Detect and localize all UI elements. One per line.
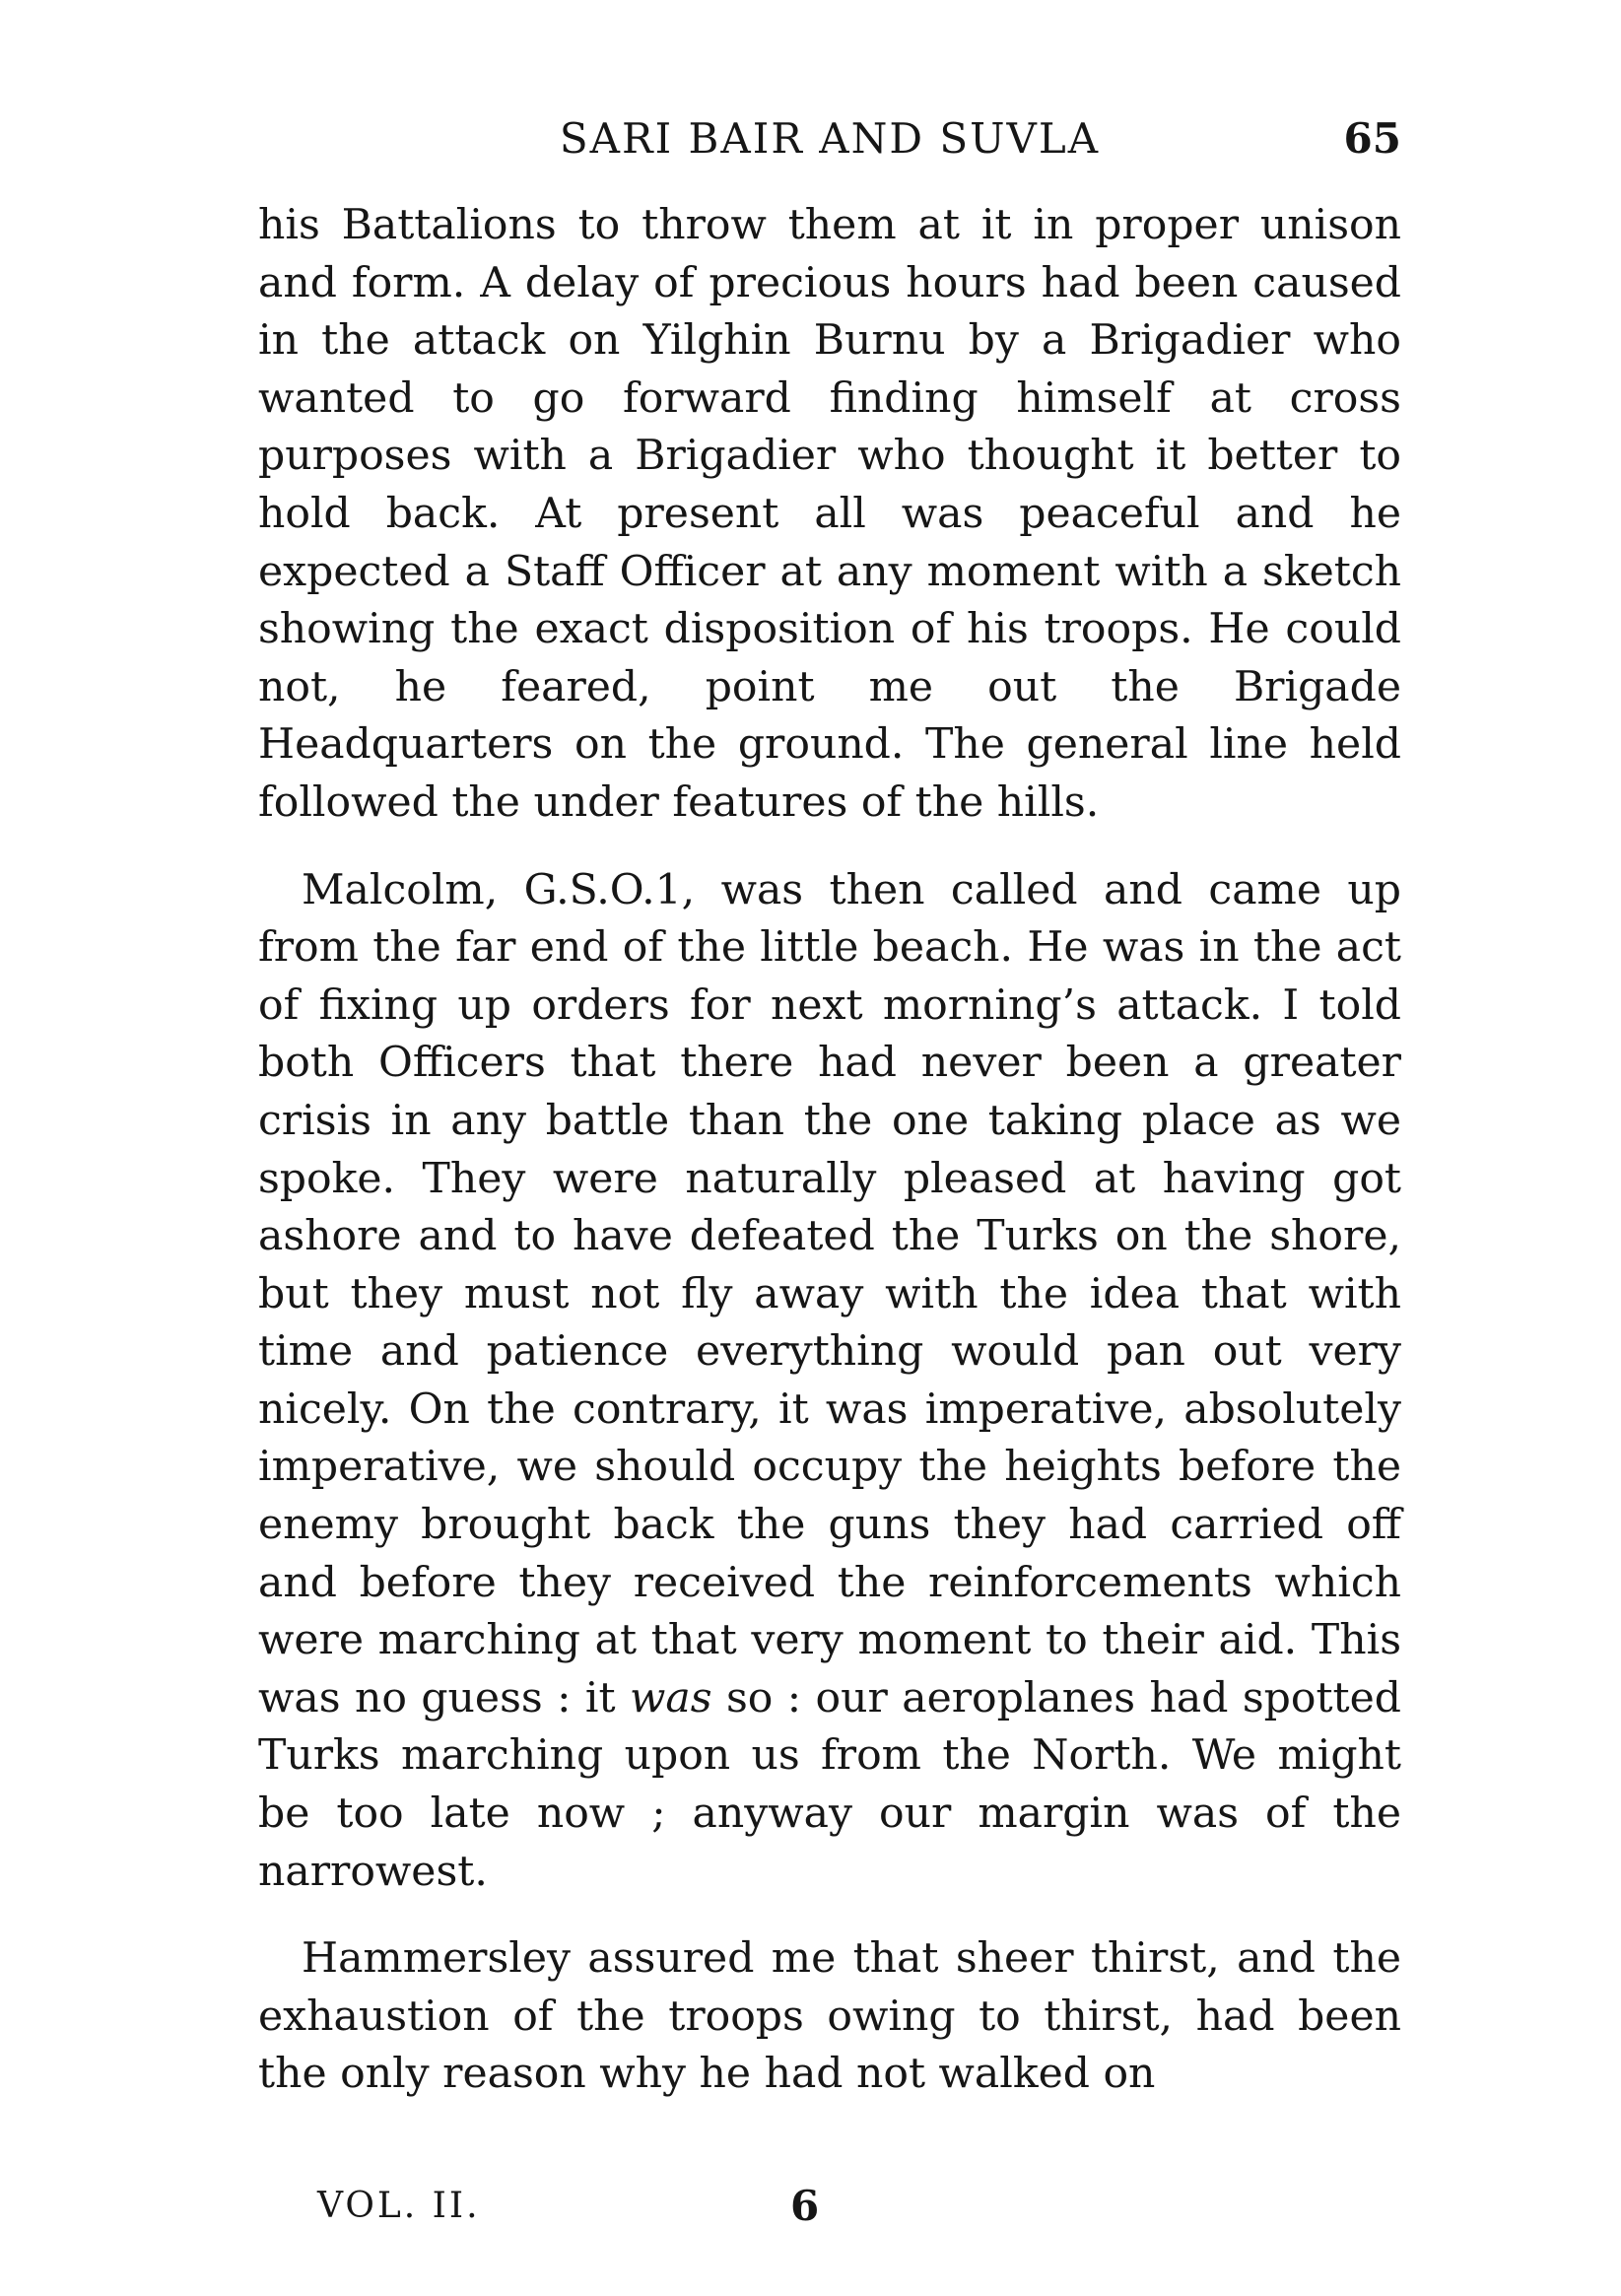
- paragraph-2-italic: was: [629, 1673, 712, 1722]
- signature-number: 6: [790, 2182, 820, 2230]
- paragraph-1-text: his Battalions to throw them at it in proper unison and form. A delay of precious hours had been caused in the attack on Yilghin Burnu by a Brigadier who wanted to go forward finding himself at cross purposes with a Brigadier who thought it better to hold back. At present all was peaceful and he expected a Staff Officer at any moment with a sketch showing the exact disposition of his troops. He could not, he feared, point me out the Brigade Headquarters on the ground. The general line held followed the under features of the hills.: [258, 201, 1401, 827]
- volume-signature: VOL. II.: [317, 2186, 481, 2226]
- page-header: [258, 108, 1401, 168]
- running-title: SARI BAIR AND SUVLA: [559, 114, 1101, 163]
- paragraph-3-text: Hammersley assured me that sheer thirst, and the exhaustion of the troops owing to thirst, had been the only reason why he had not walked on: [258, 1934, 1401, 2099]
- paragraph-3: [258, 1930, 1401, 2104]
- body-text: [258, 197, 1401, 2104]
- paragraph-2: [258, 862, 1401, 1902]
- page-number: 65: [1343, 114, 1401, 163]
- paragraph-2-text-end: so : our aeroplanes had spotted Turks marching upon us from the North. We might be too late now ; anyway our margin was of the narrowest.: [258, 1673, 1401, 1896]
- paragraph-2-text: Malcolm, G.S.O.1, was then called and came up from the far end of the little beach. He was in the act of fixing up orders for next morning’s attack. I told both Officers that there had never been a greater crisis in any battle than the one taking place as we spoke. They were naturally pleased at having got ashore and to have defeated the Turks on the shore, but they must not fly away with the idea that with time and patience everything would pan out very nicely. On the contrary, it was imperative, absolutely imperative, we should occupy the heights before the enemy brought back the guns they had carried off and before they received the reinforcements which were marching at that very moment to their aid. This was no guess : it: [258, 865, 1401, 1722]
- page-footer: [258, 2182, 1401, 2245]
- paragraph-1: [258, 197, 1401, 833]
